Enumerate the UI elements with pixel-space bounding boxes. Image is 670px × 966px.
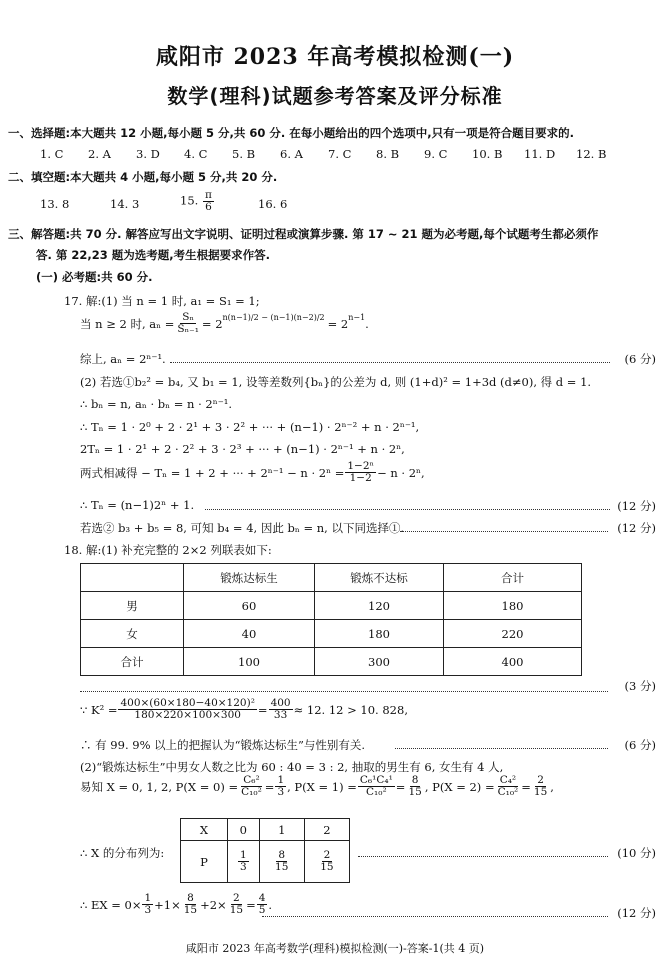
table-row [181,841,350,883]
answer-item: 3. D [136,147,160,161]
score-mark: (12 分) [617,906,656,920]
answer-item: 5. B [232,147,256,161]
score-mark: (3 分) [624,679,656,693]
exponent: n(n−1)/2 − (n−1)(n−2)/2 [222,313,325,323]
distribution-label: ∴ X 的分布列为: [80,846,165,860]
fraction: $\frac{\text{C₆²}}{\text{C₁₀²}}$ [241,774,262,799]
table-cell: 男 [81,592,184,620]
fraction: $\frac{1}{3}$ [277,774,285,799]
contingency-table [80,563,582,676]
fraction: $\frac{8}{15}$ [275,848,289,873]
table-cell: 180 [444,592,582,620]
table-cell [304,841,349,883]
q17-line4: (2) 若选①b₂² = b₄, 又 b₁ = 1, 设等差数列{bₙ}的公差为 d, 则 (1+d)² = 1+3d (d≠0), 得 d = 1. [80,375,592,389]
score-mark: (12 分) [617,499,656,513]
q17-line5: ∴ bₙ = n, aₙ · bₙ = n · 2ⁿ⁻¹. [80,397,233,411]
table-header-row [81,564,582,592]
answer-item: 10. B [472,147,503,161]
answer-item: 6. A [280,147,303,161]
table-cell [81,564,184,592]
table-cell [259,841,304,883]
table-cell: 女 [81,620,184,648]
fill-answer-15-label: 15. [180,193,199,208]
text: = 2 [327,316,349,331]
answer-item: 1. C [40,147,64,161]
text: ∴ EX = 0× [80,897,142,912]
page-footer: 咸阳市 2023 年高考数学(理科)模拟检测(一)-答案-1(共 4 页) [185,942,485,955]
fraction: $\frac{2}{15}$ [533,774,548,799]
table-cell: 锻炼达标生 [184,564,315,592]
answer-item: 7. C [328,147,352,161]
fraction: $\frac{2}{15}$ [320,848,334,873]
table-cell: P [181,841,228,883]
q17-line6: ∴ Tₙ = 1 · 2⁰ + 2 · 2¹ + 3 · 2² + ··· + (n−1) · 2ⁿ⁻² + n · 2ⁿ⁻¹, [80,420,420,434]
score-mark: (6 分) [624,352,656,366]
fraction: $\frac{8}{15}$ [183,892,198,917]
text: = [395,779,406,794]
fraction: $\frac{400}{33}$ [270,697,291,722]
table-cell: 1 [259,819,304,841]
fraction: $\frac{\text{C₄²}}{\text{C₁₀²}}$ [497,774,519,799]
q18-line1: 18. 解:(1) 补充完整的 2×2 列联表如下: [64,543,272,557]
dotted-leader [170,362,610,363]
dotted-leader [400,531,608,532]
text: ≈ 12. 12 > 10. 828, [293,702,408,717]
text: . [268,897,273,912]
fraction: $\frac{1}{3}$ [239,848,247,873]
fraction: $\frac{\text{400×(60×180−40×120)²}}{180\times 220\times 100\times 300}$ [120,697,255,722]
table-cell: 0 [228,819,260,841]
text: = 2 [201,316,223,331]
dotted-leader [205,509,610,510]
table-cell: 2 [304,819,349,841]
q17-line8 [80,461,425,484]
text: ∵ K² = [80,702,118,717]
table-row [181,819,350,841]
text: , P(X = 2) = [424,779,495,794]
fill-answer-15 [180,190,215,213]
section3-heading-line2: 答. 第 22,23 题为选考题,考生根据要求作答. [36,248,270,262]
table-cell: 100 [184,648,315,676]
fraction: $\frac{4}{5}$ [258,892,266,917]
dotted-leader [80,691,608,692]
answer-item: 2. A [88,147,111,161]
q18-line3: ∴ 有 99. 9% 以上的把握认为“锻炼达标生”与性别有关. [80,738,366,752]
text: , [550,779,554,794]
dotted-leader [358,856,608,857]
exponent: n−1 [348,313,366,323]
fraction: $\frac{\text{1−2ⁿ}}{1-2}$ [347,460,375,485]
section1-heading: 一、选择题:本大题共 12 小题,每小题 5 分,共 60 分. 在每小题给出的四个选项中,只有一项是符合题目要求的. [8,126,574,140]
answer-item: 11. D [524,147,556,161]
page-title: 咸阳市 2023 年高考模拟检测(一) [155,44,515,70]
q18-line4: (2)“锻炼达标生”中男女人数之比为 60 : 40 = 3 : 2, 抽取的男生有 6, 女生有 4 人, [80,760,504,774]
text: 易知 X = 0, 1, 2, P(X = 0) = [80,779,239,794]
table-cell: 合计 [444,564,582,592]
answer-item: 8. B [376,147,400,161]
page-subtitle: 数学(理科)试题参考答案及评分标准 [167,84,503,108]
table-cell: 300 [315,648,444,676]
score-mark: (12 分) [617,521,656,535]
text: +1× [154,897,181,912]
section3-heading-line1: 三、解答题:共 70 分. 解答应写出文字说明、证明过程或演算步骤. 第 17 ~ 21 题为必考题,每个试题考生都必须作 [8,227,599,241]
k2-formula [80,698,408,721]
text: = [257,702,268,717]
table-cell: 60 [184,592,315,620]
text: +2× [200,897,227,912]
q17-line10: 若选② b₃ + b₅ = 8, 可知 b₄ = 4, 因此 bₙ = n, 以下同选择①. [80,521,405,535]
text: = [264,779,275,794]
q17-line3: 综上, aₙ = 2ⁿ⁻¹. [80,352,166,366]
answer-item: 9. C [424,147,448,161]
table-row [81,620,582,648]
text: 两式相减得 − Tₙ = 1 + 2 + ··· + 2ⁿ⁻¹ − n · 2ⁿ = [80,465,345,480]
fraction: $\frac{\pi}{6}$ [204,189,212,214]
expectation-formula [80,893,272,916]
q17-line9: ∴ Tₙ = (n−1)2ⁿ + 1. [80,498,195,512]
q17-line7: 2Tₙ = 1 · 2¹ + 2 · 2² + 3 · 2³ + ··· + (n−1) · 2ⁿ⁻¹ + n · 2ⁿ, [80,442,405,456]
dotted-leader [262,916,608,917]
table-cell: 40 [184,620,315,648]
table-cell: 120 [315,592,444,620]
section2-heading: 二、填空题:本大题共 4 小题,每小题 5 分,共 20 分. [8,170,278,184]
table-cell: 220 [444,620,582,648]
table-row [81,592,582,620]
fill-answer-16: 16. 6 [258,197,288,211]
table-cell: X [181,819,228,841]
text: = [521,779,531,794]
fraction: $\frac{1}{3}$ [144,892,152,917]
required-part-heading: (一) 必考题:共 60 分. [36,270,153,284]
text: = [246,897,256,912]
table-cell: 锻炼不达标 [315,564,444,592]
probability-line [80,775,554,798]
table-cell [228,841,260,883]
fill-answer-13: 13. 8 [40,197,70,211]
text: , P(X = 1) = [287,779,357,794]
answer-item: 4. C [184,147,208,161]
table-cell: 400 [444,648,582,676]
answer-item: 12. B [576,147,607,161]
score-mark: (10 分) [617,846,656,860]
score-mark: (6 分) [624,738,656,752]
text: 当 n ≥ 2 时, aₙ = [80,316,175,331]
table-row [81,648,582,676]
dotted-leader [395,748,608,749]
fraction: $\frac{\text{C₆¹C₄¹}}{\text{C₁₀²}}$ [359,774,393,799]
fraction: $\frac{\text{Sₙ}}{\text{Sₙ₋₁}}$ [177,311,199,336]
table-cell: 180 [315,620,444,648]
fill-answer-14: 14. 3 [110,197,140,211]
table-cell: 合计 [81,648,184,676]
text: − n · 2ⁿ, [377,465,425,480]
fraction: $\frac{8}{15}$ [408,774,422,799]
choice-answers [40,147,628,161]
fraction: $\frac{2}{15}$ [229,892,244,917]
q17-line1: 17. 解:(1) 当 n = 1 时, a₁ = S₁ = 1; [64,294,260,308]
distribution-table [180,818,350,883]
q17-line2: 当 n ≥ 2 时, aₙ = $\frac{\text{Sₙ}}{\text{Sₙ₋₁}}$ = 2 $^{n(n-1)/2 - (n-1)(n-2)/2}$ = 2 $^{n-1}$ . [80,311,369,336]
